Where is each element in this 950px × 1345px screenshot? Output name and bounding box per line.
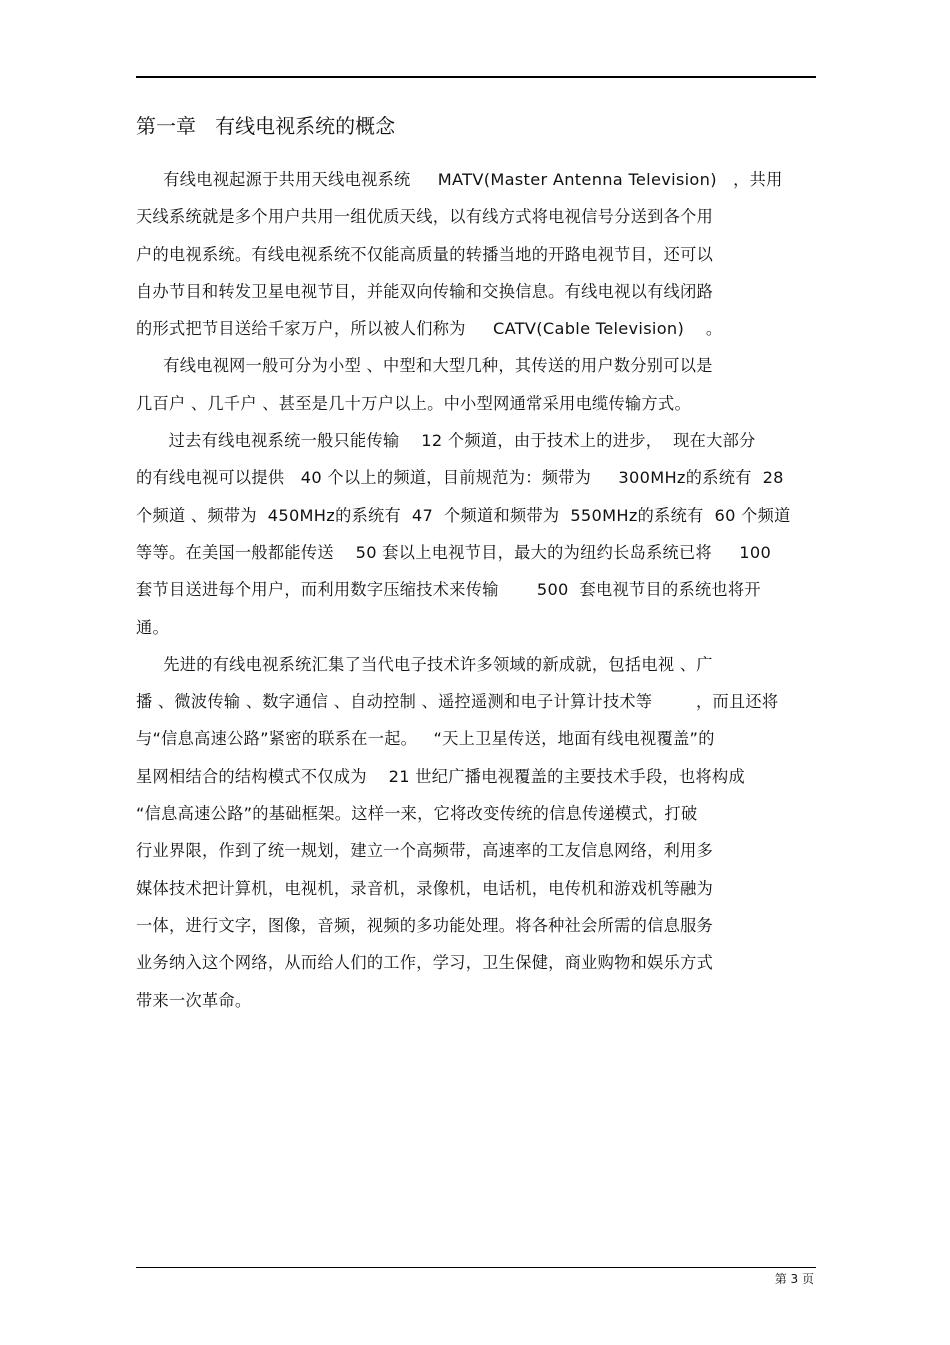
text-line: 通。 [136, 617, 169, 637]
text-line: 行业界限，作到了统一规划，建立一个高频带，高速率的工友信息网络，利用多 [136, 841, 714, 861]
text-line: “信息高速公路”的基础框架。这样一来，它将改变传统的信息传递模式，打破 [136, 804, 698, 824]
page-number: 第 3 页 [774, 1272, 814, 1286]
text-line: 户的电视系统。有线电视系统不仅能高质量的转播当地的开路电视节目，还可以 [136, 244, 714, 264]
text-line: 有线电视起源于共用天线电视系统 MATV(Master Antenna Television) ，共用 [136, 170, 783, 189]
body-text [136, 161, 821, 1019]
text-line: 天线系统就是多个用户共用一组优质天线，以有线方式将电视信号分送到各个用 [136, 207, 714, 227]
text-line: 的形式把节目送给千家万户，所以被人们称为 CATV(Cable Television) 。 [136, 319, 723, 339]
text-line: 套节目送进每个用户，而利用数字压缩技术来传输 500 套电视节目的系统也将开 [136, 580, 761, 600]
text-line: 播 、微波传输 、数字通信 、自动控制 、遥控遥测和电子计算计技术等 ，而且还将 [136, 692, 779, 712]
text-line: 业务纳入这个网络，从而给人们的工作，学习，卫生保健，商业购物和娱乐方式 [136, 953, 714, 973]
text-line: 星网相结合的结构模式不仅成为 21 世纪广播电视覆盖的主要技术手段，也将构成 [136, 766, 745, 786]
text-line: 带来一次革命。 [136, 990, 252, 1010]
text-line: 先进的有线电视系统汇集了当代电子技术许多领域的新成就，包括电视 、广 [136, 654, 713, 674]
text-line: 的有线电视可以提供 40 个以上的频道，目前规范为：频带为 300MHz的系统有 28 [136, 468, 784, 488]
text-line: 几百户 、几千户 、甚至是几十万户以上。中小型网通常采用电缆传输方式。 [136, 393, 691, 413]
text-line: 等等。在美国一般都能传送 50 套以上电视节目，最大的为纽约长岛系统已将 100 [136, 542, 772, 562]
text-line: 媒体技术把计算机，电视机，录音机，录像机，电话机，电传机和游戏机等融为 [136, 878, 714, 898]
text-line: 有线电视网一般可分为小型 、中型和大型几种，其传送的用户数分别可以是 [136, 356, 713, 376]
footer-rule [136, 1267, 816, 1268]
text-line: 个频道 、频带为 450MHz的系统有 47 个频道和频带为 550MHz的系统有 60 个频道 [136, 505, 791, 525]
text-line: 过去有线电视系统一般只能传输 12 个频道，由于技术上的进步， 现在大部分 [136, 431, 756, 451]
text-line: 与“信息高速公路”紧密的联系在一起。 “天上卫星传送，地面有线电视覆盖”的 [136, 729, 715, 749]
text-line: 一体，进行文字，图像，音频，视频的多功能处理。将各种社会所需的信息服务 [136, 915, 714, 935]
header-rule [136, 76, 816, 78]
text-line: 自办节目和转发卫星电视节目，并能双向传输和交换信息。有线电视以有线闭路 [136, 281, 714, 301]
chapter-title: 第一章 有线电视系统的概念 [136, 114, 396, 138]
